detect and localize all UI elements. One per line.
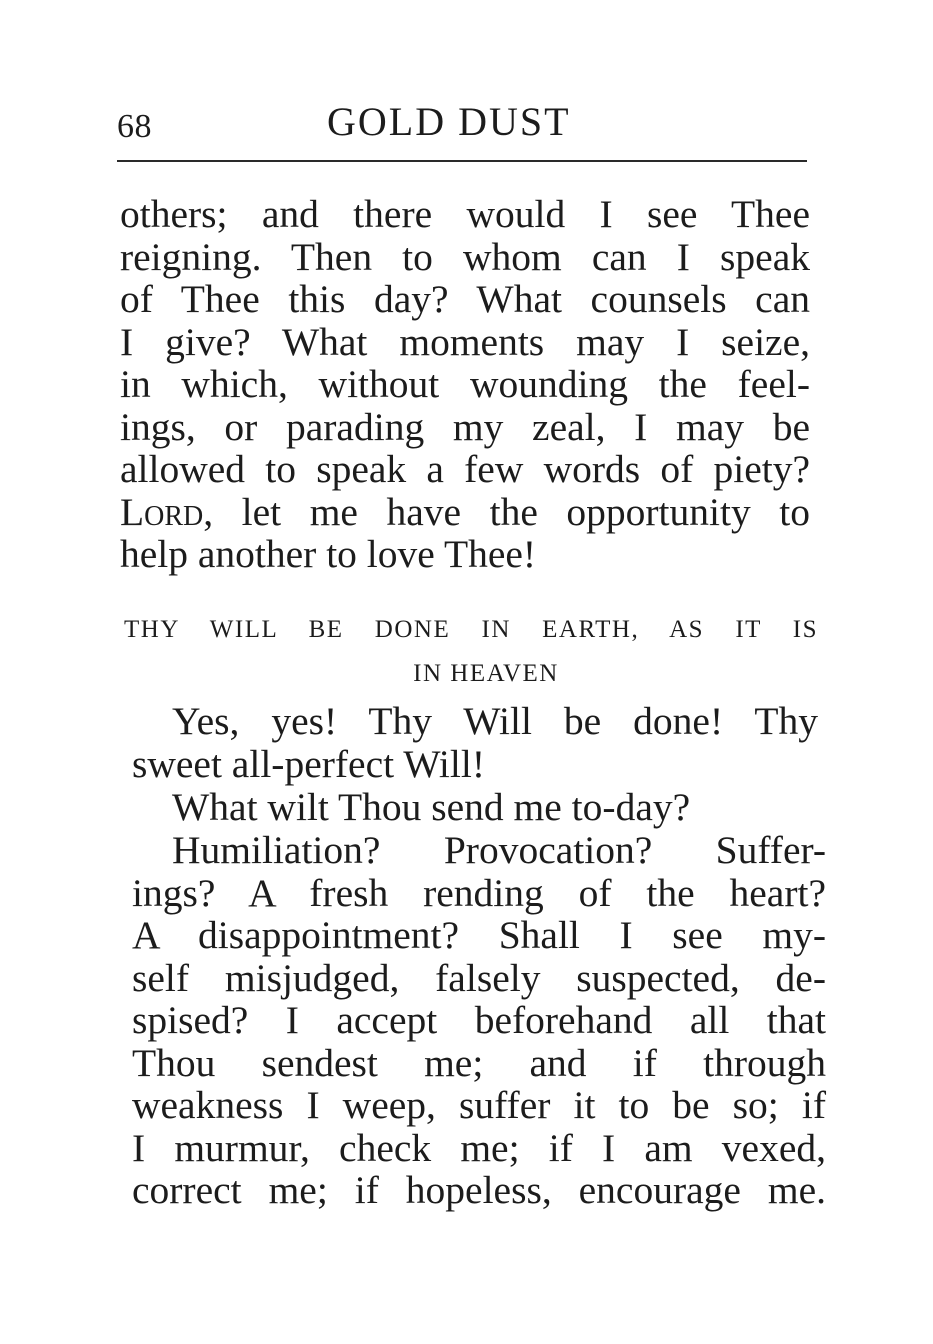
text-line: Humiliation? Provocation? Suffer- <box>172 828 826 872</box>
paragraph-4 <box>132 829 826 1212</box>
section-heading <box>124 608 818 696</box>
text-line: others; and there would I see Thee <box>120 192 810 236</box>
text-line: allowed to speak a few words of piety? <box>120 447 810 491</box>
text-line: weakness I weep, suffer it to be so; if <box>132 1083 826 1127</box>
text-line: Thou sendest me; and if through <box>132 1040 826 1085</box>
header-rule <box>117 160 807 162</box>
paragraph-2 <box>132 700 818 785</box>
text-line: sweet all-perfect Will! <box>132 741 486 786</box>
text-line: I murmur, check me; if I am vexed, <box>132 1125 826 1170</box>
text-line: self misjudged, falsely suspected, de- <box>132 955 826 1000</box>
running-title: GOLD DUST <box>327 99 571 144</box>
text-line-lord <box>120 491 810 534</box>
text-line: correct me; if hopeless, encourage me. <box>132 1168 826 1212</box>
paragraph-3 <box>132 786 818 829</box>
page-header <box>117 98 807 152</box>
text-line: ings? A fresh rending of the heart? <box>132 870 826 915</box>
text-line: Yes, yes! Thy Will be done! Thy <box>172 699 818 743</box>
section-heading-line-1: THY WILL BE DONE IN EARTH, AS IT IS <box>124 616 818 643</box>
text-line: ings, or parading my zeal, I may be <box>120 404 810 449</box>
text-line: What wilt Thou send me to-day? <box>172 785 691 829</box>
text-line: A disappointment? Shall I see my- <box>132 913 826 957</box>
paragraph-1 <box>120 193 810 576</box>
text-line: in which, without wounding the feel- <box>120 362 810 406</box>
text-line: I give? What moments may I seize, <box>120 319 810 364</box>
page-number: 68 <box>117 108 152 145</box>
section-heading-line-2: IN HEAVEN <box>413 660 559 687</box>
text-line: spised? I accept beforehand all that <box>132 998 826 1042</box>
lord-word: Lord <box>120 489 204 534</box>
text-line: help another to love Thee! <box>120 532 537 576</box>
text-line: reigning. Then to whom can I speak <box>120 234 810 279</box>
text-line: of Thee this day? What counsels can <box>120 277 810 321</box>
lord-line-rest: , let me have the opportunity to <box>203 489 810 534</box>
